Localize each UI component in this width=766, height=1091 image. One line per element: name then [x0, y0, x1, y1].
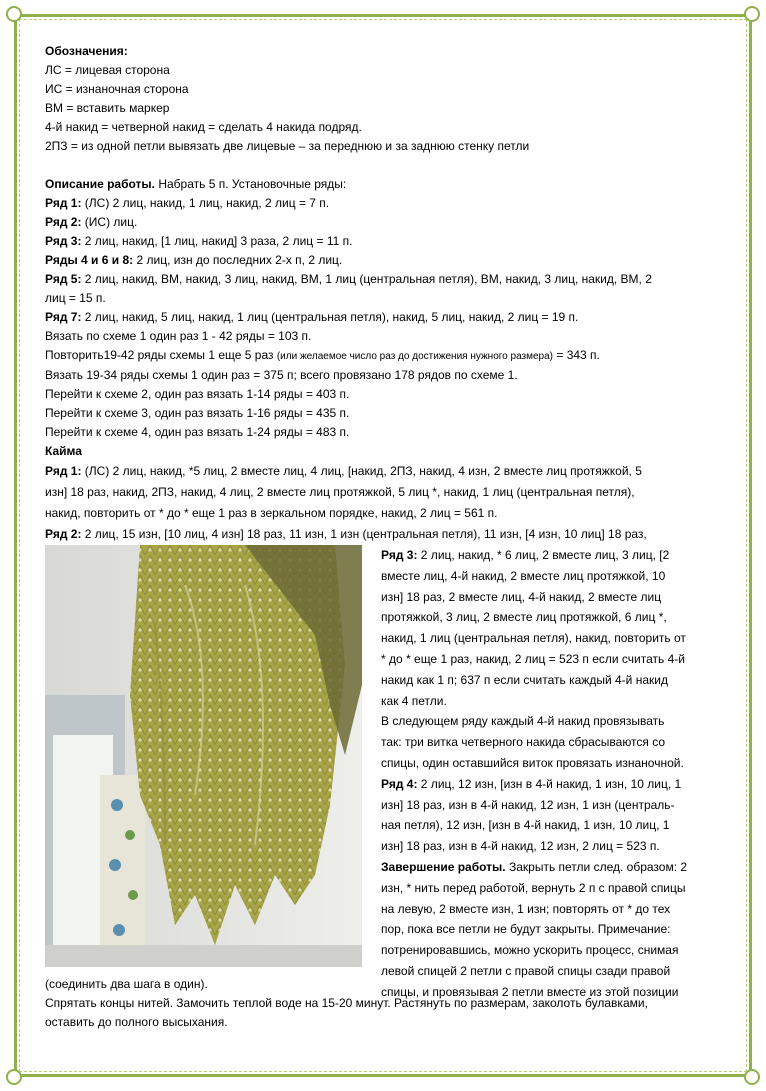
row-instruction: Ряды 4 и 6 и 8: 2 лиц, изн до последних 2-х п, 2 лиц.: [45, 253, 343, 267]
edging-title: Кайма: [45, 444, 82, 458]
edging-row-cont: протяжкой, 3 лиц, 2 вместе лиц протяжкой, 6 лиц *,: [381, 610, 667, 625]
finish-line-cont: спицы, и провязывая 2 петли вместе из этой позиции: [381, 984, 679, 999]
right-column-text: [381, 545, 724, 1003]
instruction-line: Вязать по схеме 1 один раз 1 - 42 ряды = 103 п.: [45, 329, 312, 343]
corner-ornament: [744, 1069, 760, 1085]
legend-item: ВМ = вставить маркер: [45, 101, 170, 115]
edging-row-cont: * до * еще 1 раз, накид, 2 лиц = 523 п если считать 4-й: [381, 651, 685, 666]
finish-line-cont: на левую, 2 вместе изн, 1 изн; повторять от * до тех: [381, 901, 671, 916]
corner-ornament: [6, 1069, 22, 1085]
row-instruction: Ряд 1: (ЛС) 2 лиц, накид, 1 лиц, накид, 2 лиц = 7 п.: [45, 196, 330, 210]
description-line: Описание работы. Набрать 5 п. Установочные ряды:: [45, 177, 347, 191]
edging-row-cont: ная петля), 12 изн, [изн в 4-й накид, 1 изн, 10 лиц, 1: [381, 818, 670, 833]
row-instruction: Ряд 5: 2 лиц, накид, ВМ, накид, 3 лиц, накид, ВМ, 1 лиц (центральная петля), ВМ, накид, 3 лиц, накид, ВМ, 2: [45, 272, 652, 286]
legend-title: Обозначения:: [45, 44, 128, 58]
edging-row-cont: накид как 1 п; 637 п если считать каждый 4-й накид: [381, 672, 668, 687]
row-instruction: Ряд 7: 2 лиц, накид, 5 лиц, накид, 1 лиц (центральная петля), накид, 5 лиц, накид, 2 лиц = 19 п.: [45, 310, 579, 324]
instruction-line: Перейти к схеме 3, один раз вязать 1-16 ряды = 435 п.: [45, 406, 350, 420]
note-line: спицы, один оставшийся виток провязать изнаночной.: [381, 755, 684, 770]
instruction-line: Повторить19-42 ряды схемы 1 еще 5 раз (или желаемое число раз до достижения нужного размера) = 343 п.: [45, 348, 600, 362]
edging-row: Ряд 4: 2 лиц, 12 изн, [изн в 4-й накид, 1 изн, 10 лиц, 1: [381, 776, 682, 791]
shawl-photo: [45, 545, 362, 967]
legend-item: ИС = изнаночная сторона: [45, 82, 189, 96]
edging-row-cont: изн] 18 раз, изн в 4-й накид, 12 изн, 1 изн (централь-: [381, 797, 675, 812]
edging-row-cont: изн] 18 раз, 2 вместе лиц, 4-й накид, 2 вместе лиц: [381, 589, 662, 604]
row-instruction-cont: лиц = 15 п.: [45, 291, 106, 305]
bottom-text: [45, 975, 725, 1032]
edging-row-cont: накид, 1 лиц (центральная петля), накид, повторить от: [381, 631, 686, 646]
bottom-line: (соединить два шага в один).: [45, 977, 208, 991]
edging-row: Ряд 3: 2 лиц, накид, * 6 лиц, 2 вместе лиц, 3 лиц, [2: [381, 548, 670, 562]
corner-ornament: [744, 6, 760, 22]
note-line: так: три витка четверного накида сбрасываются со: [381, 735, 666, 750]
legend-item: 4-й накид = четверной накид = сделать 4 накида подряд.: [45, 120, 362, 134]
bottom-line: Спрятать концы нитей. Замочить теплой воде на 15-20 минут. Растянуть по размерам, заколоть булавками,: [45, 996, 648, 1010]
finish-line-cont: левой спицей 2 петли с правой спицы сзади правой: [381, 963, 671, 978]
row-instruction: Ряд 3: 2 лиц, накид, [1 лиц, накид] 3 раза, 2 лиц = 11 п.: [45, 234, 353, 248]
note-line: В следующем ряду каждый 4-й накид провязывать: [381, 714, 665, 729]
edging-row-cont: изн] 18 раз, изн в 4-й накид, 12 изн, 2 лиц = 523 п.: [381, 839, 660, 854]
legend-item: ЛС = лицевая сторона: [45, 63, 170, 77]
corner-ornament: [6, 6, 22, 22]
edging-row: Ряд 2: 2 лиц, 15 изн, [10 лиц, 4 изн] 18 раз, 11 изн, 1 изн (центральная петля), 11 изн, [4 изн, 10 лиц] 18 раз,: [45, 527, 647, 541]
instruction-line: Перейти к схеме 2, один раз вязать 1-14 ряды = 403 п.: [45, 387, 350, 401]
instruction-line: Перейти к схеме 4, один раз вязать 1-24 ряды = 483 п.: [45, 425, 350, 439]
finish-line-cont: потренировавшись, можно ускорить процесс, снимая: [381, 943, 679, 958]
finish-line: Завершение работы. Закрыть петли след. образом: 2: [381, 859, 688, 874]
edging-row-cont: изн] 18 раз, накид, 2ПЗ, накид, 4 лиц, 2 вместе лиц протяжкой, 5 лиц *, накид, 1 лиц (центральная петля),: [45, 485, 635, 499]
edging-row-cont: как 4 петли.: [381, 693, 447, 708]
bottom-line: оставить до полного высыхания.: [45, 1015, 228, 1029]
finish-line-cont: пор, пока все петли не будут закрыты. Примечание:: [381, 922, 671, 937]
edging-row-cont: накид, повторить от * до * еще 1 раз в зеркальном порядке, накид, 2 лиц = 561 п.: [45, 506, 498, 520]
legend-item: 2ПЗ = из одной петли вывязать две лицевые – за переднюю и за заднюю стенку петли: [45, 139, 530, 153]
main-text: [45, 42, 725, 566]
shawl-photo-drawing: [45, 545, 362, 967]
edging-row: Ряд 1: (ЛС) 2 лиц, накид, *5 лиц, 2 вместе лиц, 4 лиц, [накид, 2ПЗ, накид, 4 изн, 2 вместе лиц протяжкой, 5: [45, 464, 642, 478]
row-instruction: Ряд 2: (ИС) лиц.: [45, 215, 138, 229]
edging-row-cont: вместе лиц, 4-й накид, 2 вместе лиц протяжкой, 10: [381, 568, 666, 583]
finish-line-cont: изн, * нить перед работой, вернуть 2 п с правой спицы: [381, 880, 686, 895]
instruction-line: Вязать 19-34 ряды схемы 1 один раз = 375 п; всего провязано 178 рядов по схеме 1.: [45, 368, 518, 382]
